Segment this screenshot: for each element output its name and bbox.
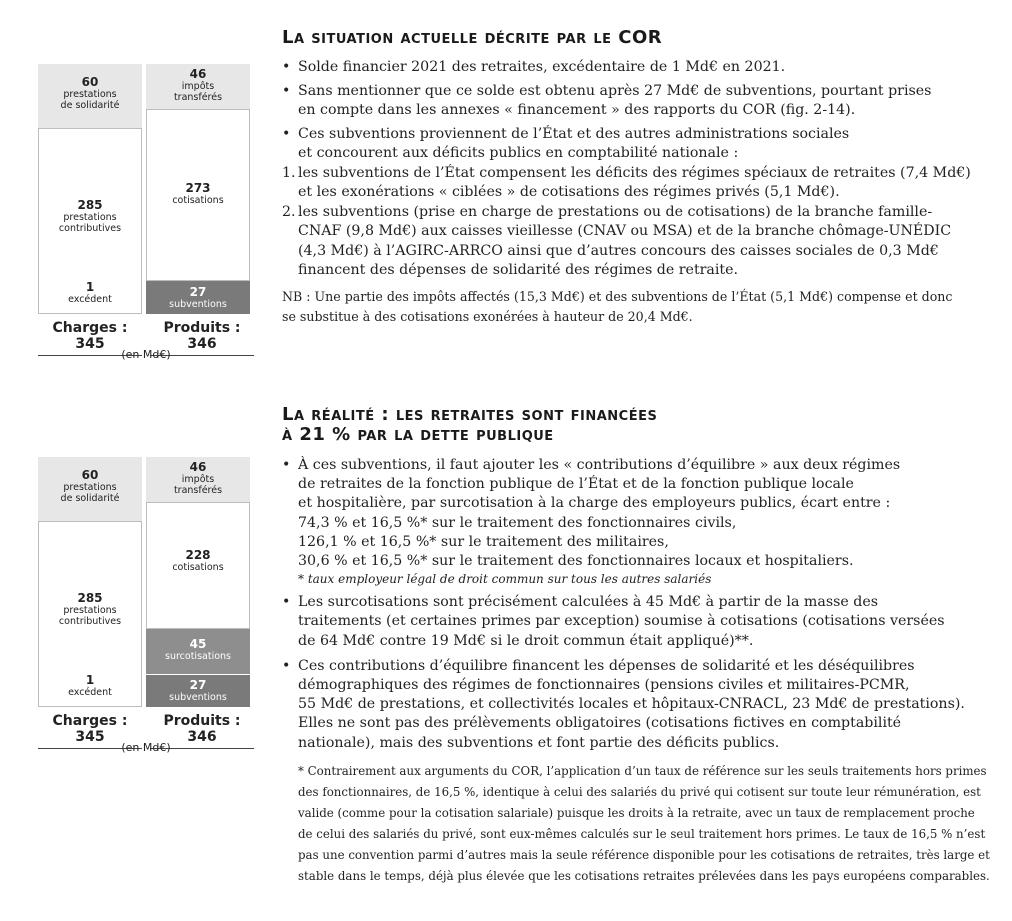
charges-total: Charges : 345 — [38, 713, 142, 749]
segment-value: 273 — [185, 181, 211, 195]
segment-label: prestations — [63, 89, 117, 100]
charges-total: Charges : 345 — [38, 320, 142, 356]
text-line: 74,3 % et 16,5 %* sur le traitement des fonctionnaires civils, — [298, 514, 737, 531]
bullet-marker: • — [282, 657, 291, 674]
segment-label: subventions — [169, 692, 227, 703]
charges-column — [38, 64, 142, 316]
bar-segment-excedent — [38, 674, 142, 704]
text-line: financent des dépenses de solidarité des régimes de retraite. — [298, 262, 739, 278]
chart-cor — [38, 64, 278, 374]
segment-label: excédent — [68, 294, 112, 305]
text-line: Ces subventions proviennent de l’État et des autres administrations sociales — [298, 125, 850, 142]
section-cor-situation — [0, 0, 1012, 390]
segment-value: 45 — [189, 637, 207, 651]
footnote-line: stable dans le temps, déjà plus élevée que les cotisations retraites prélevées dans les pays européens comparables. — [298, 868, 990, 883]
produits-column — [146, 457, 250, 709]
segment-label: de solidarité — [60, 100, 120, 111]
produits-total: Produits : 346 — [150, 713, 254, 749]
segment-value: 27 — [189, 285, 207, 299]
bullet-marker: • — [282, 82, 291, 99]
bar-segment-cotisations — [146, 109, 250, 281]
footnote — [282, 761, 990, 887]
segment-label: cotisations — [172, 195, 224, 206]
segment-label: subventions — [169, 299, 227, 310]
segment-label: excédent — [68, 687, 112, 698]
text-line: en compte dans les annexes « financement » des rapports du COR (fig. 2-14). — [298, 102, 856, 118]
bar-segment-surcotisations — [146, 629, 250, 674]
bullet-item — [282, 58, 982, 78]
numbered-item — [282, 164, 982, 203]
nb-note — [282, 287, 982, 327]
bullet-item — [282, 593, 982, 651]
chart-unit: (en Md€) — [121, 741, 171, 754]
text-line: NB : Une partie des impôts affectés (15,3 Md€) et des subventions de l’État (5,1 Md€) compense et donc — [282, 288, 953, 304]
section-title — [282, 405, 657, 445]
segment-value: 1 — [85, 280, 95, 294]
segment-value: 46 — [189, 67, 207, 81]
bullet-item — [282, 657, 982, 753]
title-line: à 21 % par la dette publique — [282, 424, 554, 445]
text-line: de 64 Md€ contre 19 Md€ si le droit commun était appliqué)**. — [298, 632, 754, 649]
text-line: les subventions (prise en charge de prestations ou de cotisations) de la branche famille- — [298, 203, 933, 220]
segment-label: impôts — [181, 474, 215, 485]
segment-value: 228 — [185, 548, 211, 562]
bar-segment-prestations-solidarite — [38, 457, 142, 521]
number-marker: 2. — [282, 203, 296, 220]
charges-column — [38, 457, 142, 709]
bar-segment-cotisations — [146, 502, 250, 629]
produits-total: Produits : 346 — [150, 320, 254, 356]
segment-label: cotisations — [172, 562, 224, 573]
text-line: et hospitalière, par surcotisation à la charge des employeurs publics, écart entre : — [298, 495, 891, 512]
text-line: Solde financier 2021 des retraites, excédentaire de 1 Md€ en 2021. — [298, 59, 786, 75]
text-line: 55 Md€ de prestations, et collectivités locales et hôpitaux-CNRACL, 23 Md€ de prestations). — [298, 696, 965, 713]
segment-value: 27 — [189, 678, 207, 692]
bullet-marker: • — [282, 59, 291, 75]
footnote-line: de celui des salariés du privé, sont eux-mêmes calculés sur le seul traitement hors primes. Le taux de 16,5 % n’est — [298, 826, 986, 841]
text-line: Elles ne sont pas des prélèvements obligatoires (cotisations fictives en comptabilité — [298, 715, 902, 732]
produits-column — [146, 64, 250, 316]
bullet-marker: • — [282, 594, 291, 611]
chart-unit: (en Md€) — [121, 348, 171, 361]
text-line: se substitue à des cotisations exonérées à hauteur de 20,4 Md€. — [282, 308, 693, 324]
bar-segment-excedent — [38, 281, 142, 311]
segment-label: surcotisations — [165, 651, 231, 662]
text-line: et les exonérations « ciblées » de cotisations des régimes privés (5,1 Md€). — [298, 184, 840, 200]
number-marker: 1. — [282, 164, 296, 181]
footnote-line: valide (comme pour la cotisation salariale) puisque les droits à la retraite, avec un taux de remplacement proche — [298, 805, 975, 820]
section-title: La situation actuelle décrite par le COR — [282, 27, 663, 48]
footnote-line: pas une convention parmi d’autres mais la seule référence disponible pour les cotisations de retraites, très large et — [298, 847, 990, 862]
bar-segment-subventions — [146, 281, 250, 314]
segment-label: de solidarité — [60, 493, 120, 504]
bullet-marker: • — [282, 457, 291, 473]
section-realite — [0, 395, 1012, 921]
bar-segment-impots-transferes — [146, 457, 250, 502]
bullet-marker: • — [282, 125, 291, 142]
text-line: 30,6 % et 16,5 %* sur le traitement des fonctionnaires locaux et hospitaliers. — [298, 553, 854, 570]
segment-value: 46 — [189, 460, 207, 474]
numbered-item — [282, 203, 982, 281]
text-line: (4,3 Md€) à l’AGIRC-ARRCO ainsi que d’autres concours des caisses sociales de 0,3 Md€ — [298, 242, 939, 259]
text-line: Ces contributions d’équilibre financent les dépenses de solidarité et les déséquilibres — [298, 657, 915, 674]
text-line: les subventions de l’État compensent les déficits des régimes spéciaux de retraites (7,4 Md€) — [298, 164, 971, 181]
text-line: Sans mentionner que ce solde est obtenu après 27 Md€ de subventions, pourtant prises — [298, 82, 932, 99]
bullet-item — [282, 125, 982, 164]
bar-segment-impots-transferes — [146, 64, 250, 109]
segment-label: impôts — [181, 81, 215, 92]
bar-segment-subventions — [146, 675, 250, 707]
footnote-line: des fonctionnaires, de 16,5 %, identique à celui des salariés du privé qui cotisent sur toute leur rémunération, est — [298, 784, 981, 799]
section-body — [282, 58, 982, 327]
section-body — [282, 456, 990, 887]
text-line: Les surcotisations sont précisément calculées à 45 Md€ à partir de la masse des — [298, 594, 879, 611]
segment-label: prestations — [63, 482, 117, 493]
title-line: La réalité : les retraites sont financées — [282, 404, 658, 425]
segment-value: 60 — [81, 75, 99, 89]
segment-value: 60 — [81, 468, 99, 482]
segment-label: contributives — [58, 223, 122, 234]
text-line: traitements (et certaines primes par exception) soumise à cotisations (cotisations versées — [298, 613, 945, 630]
segment-value: 1 — [85, 673, 95, 687]
segment-label: transférés — [173, 92, 223, 103]
text-line: démographiques des régimes de fonctionnaires (pensions civiles et militaires-PCMR, — [298, 677, 910, 694]
chart-realite — [38, 457, 278, 767]
text-line: de retraites de la fonction publique de l’État et de la fonction publique locale — [298, 476, 854, 493]
bullet-item — [282, 456, 982, 587]
segment-label: prestations — [63, 212, 117, 223]
footnote-line: * Contrairement aux arguments du COR, l’application d’un taux de référence sur les seuls traitements hors primes — [298, 763, 987, 778]
bullet-item — [282, 82, 982, 121]
text-line: et concourent aux déficits publics en comptabilité nationale : — [298, 145, 739, 161]
segment-label: transférés — [173, 485, 223, 496]
text-line: CNAF (9,8 Md€) aux caisses vieillesse (CNAV ou MSA) et de la branche chômage-UNÉDIC — [298, 223, 952, 239]
segment-value: 285 — [77, 591, 103, 605]
segment-label: prestations — [63, 605, 117, 616]
text-line: 126,1 % et 16,5 %* sur le traitement des militaires, — [298, 533, 669, 550]
bar-segment-prestations-solidarite — [38, 64, 142, 128]
segment-label: contributives — [58, 616, 122, 627]
segment-value: 285 — [77, 198, 103, 212]
text-line: nationale), mais des subventions et font partie des déficits publics. — [298, 734, 780, 751]
taux-note: * taux employeur légal de droit commun sur tous les autres salariés — [298, 572, 712, 587]
text-line: À ces subventions, il faut ajouter les « contributions d’équilibre » aux deux régimes — [298, 457, 901, 473]
